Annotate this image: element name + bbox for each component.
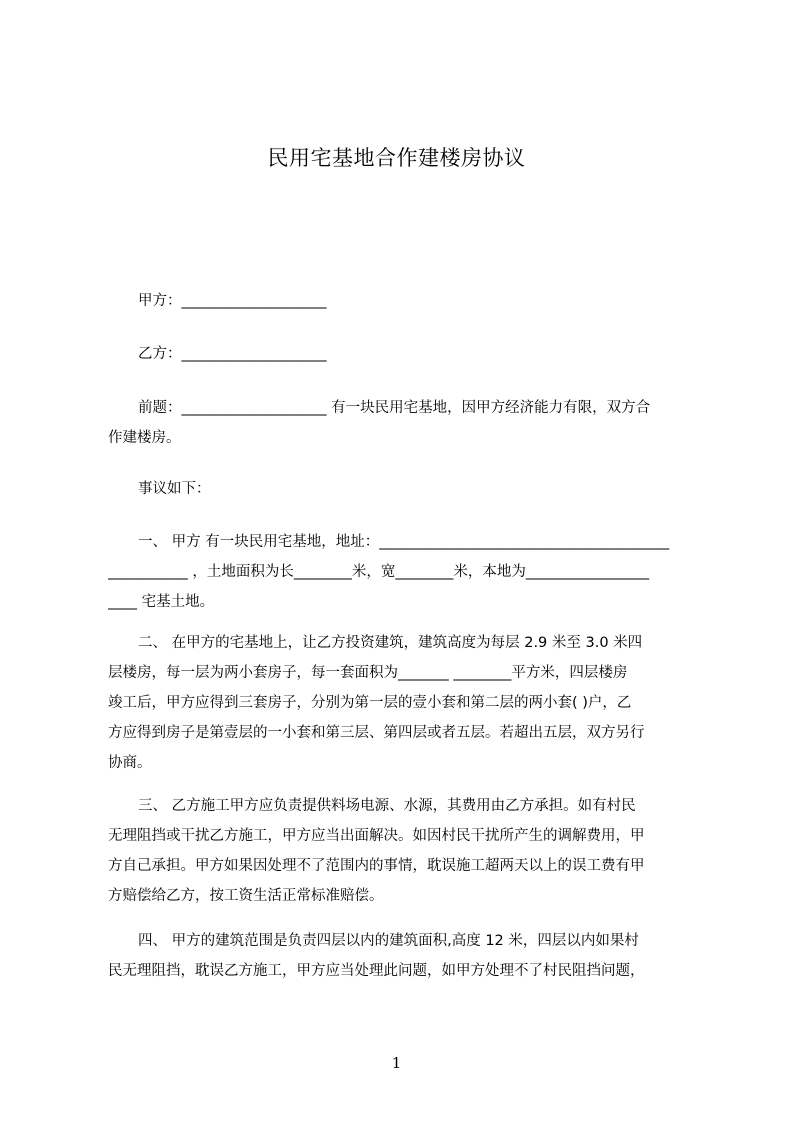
clause-3-line-2: 无理阻挡或干扰乙方施工，甲方应当出面解决。如因村民干扰所产生的调解费用，甲 [108,828,645,844]
clause-3-line-4: 方赔偿给乙方，按工资生活正常标准赔偿。 [108,888,384,904]
clause-3-line-3: 方自己承担。甲方如果因处理不了范围内的事情，耽误施工超两天以上的误工费有甲 [108,858,645,874]
agreement-intro [108,474,700,504]
clause-1-line-2: ___________ ，土地面积为长________米，宽________米，本地为_________________ [108,564,650,580]
party-a-line [108,286,700,316]
premise-paragraph [108,393,700,453]
clause-3-line-1: 三、 乙方施工甲方应负责提供料场电源、水源，其费用由乙方承担。如有村民 [138,798,636,814]
clause-4-line-2: 民无理阻挡，耽误乙方施工，甲方应当处理此问题，如甲方处理不了村民阻挡问题， [108,963,645,979]
clause-1-line-3: ____ 宅基土地。 [108,594,215,610]
party-a-text: 甲方：____________________ [138,293,327,309]
clause-3 [108,791,700,911]
clause-2-line-3: 竣工后，甲方应得到三套房子，分别为第一层的壹小套和第二层的两小套( )户，乙 [108,695,632,711]
clause-4-line-1: 四、 甲方的建筑范围是负责四层以内的建筑面积,高度 12 米，四层以内如果村 [138,933,639,949]
party-b-line [108,339,700,369]
premise-line-2: 作建楼房。 [108,430,181,446]
clause-1 [108,527,700,617]
clause-2-line-2: 层楼房，每一层为两小套房子，每一套面积为_______ ________平方米，四层楼房 [108,665,628,681]
page-number: 1 [391,1054,402,1072]
clause-2-line-1: 二、 在甲方的宅基地上，让乙方投资建筑，建筑高度为每层 2.9 米至 3.0 米四 [138,635,643,651]
clause-2-line-4: 方应得到房子是第壹层的一小套和第三层、第四层或者五层。若超出五层，双方另行 [108,725,645,741]
document-title: 民用宅基地合作建楼房协议 [267,146,526,170]
premise-line-1: 前题：____________________ 有一块民用宅基地，因甲方经济能力有限，双方合 [138,400,651,416]
clause-2 [108,628,700,778]
agreement-intro-text: 事议如下： [138,481,211,497]
clause-2-line-5: 协商。 [108,755,152,771]
clause-4 [108,926,700,986]
party-b-text: 乙方：____________________ [138,346,327,362]
clause-1-line-1: 一、 甲方 有一块民用宅基地，地址：________________________________________ [138,534,670,550]
